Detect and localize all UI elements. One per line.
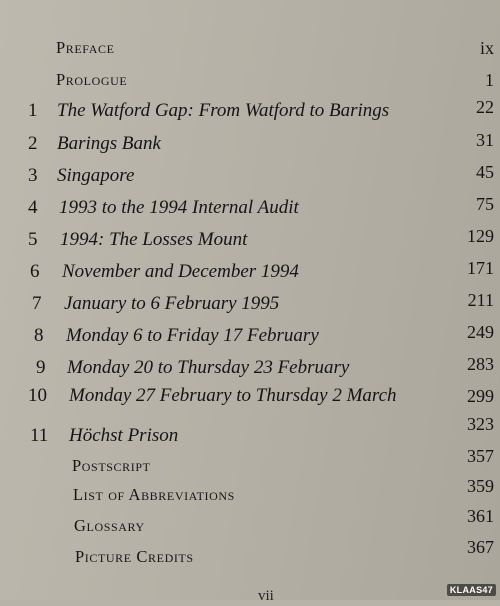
photographer-watermark: KLAAS47: [447, 584, 496, 596]
chapter-title: Singapore: [57, 165, 135, 186]
chapter-title: The Watford Gap: From Watford to Barings: [57, 100, 390, 121]
chapter-number: 1: [28, 100, 38, 121]
page-number: 249: [467, 322, 494, 342]
chapter-number: 5: [28, 229, 38, 250]
chapter-number: 6: [30, 261, 40, 282]
chapter-number: 11: [30, 425, 49, 446]
page-number: 299: [467, 386, 494, 406]
chapter-number: 3: [28, 165, 38, 186]
page-number: 22: [476, 97, 494, 117]
page-number: 323: [467, 414, 494, 434]
page-number: 31: [476, 130, 494, 150]
chapter-title: 1993 to the 1994 Internal Audit: [59, 197, 299, 218]
chapter-title: November and December 1994: [62, 261, 299, 282]
chapter-number: 8: [34, 325, 44, 346]
chapter-title: 1994: The Losses Mount: [60, 229, 248, 250]
page-number: 129: [467, 226, 494, 246]
page-number: 367: [467, 537, 494, 557]
page-folio: vii: [258, 588, 274, 604]
chapter-number: 10: [28, 385, 47, 406]
section-title: Prologue: [56, 70, 128, 89]
chapter-title: Höchst Prison: [69, 425, 179, 446]
section-title: Postscript: [72, 456, 151, 475]
page-number: 357: [467, 446, 494, 466]
chapter-number: 7: [32, 293, 42, 314]
section-title: Glossary: [74, 516, 145, 535]
section-title: List of Abbreviations: [73, 485, 235, 504]
chapter-title: Monday 6 to Friday 17 February: [66, 325, 319, 346]
page-number: 45: [476, 162, 494, 182]
chapter-number: 9: [36, 357, 46, 378]
page-number: 1: [485, 70, 494, 90]
chapter-title: Barings Bank: [57, 133, 161, 154]
page-number: 75: [476, 194, 494, 214]
page-number: 171: [467, 258, 494, 278]
chapter-title: Monday 20 to Thursday 23 February: [67, 357, 350, 378]
page-number: 283: [467, 354, 494, 374]
page-number: 361: [467, 506, 494, 526]
chapter-number: 2: [28, 133, 38, 154]
section-title: Preface: [56, 38, 115, 57]
page-number: ix: [479, 38, 494, 58]
page-number: 359: [467, 476, 494, 496]
page-number: 211: [467, 290, 494, 310]
chapter-title: January to 6 February 1995: [64, 293, 280, 314]
chapter-title: Monday 27 February to Thursday 2 March: [69, 385, 397, 406]
section-title: Picture Credits: [75, 547, 194, 566]
chapter-number: 4: [28, 197, 38, 218]
